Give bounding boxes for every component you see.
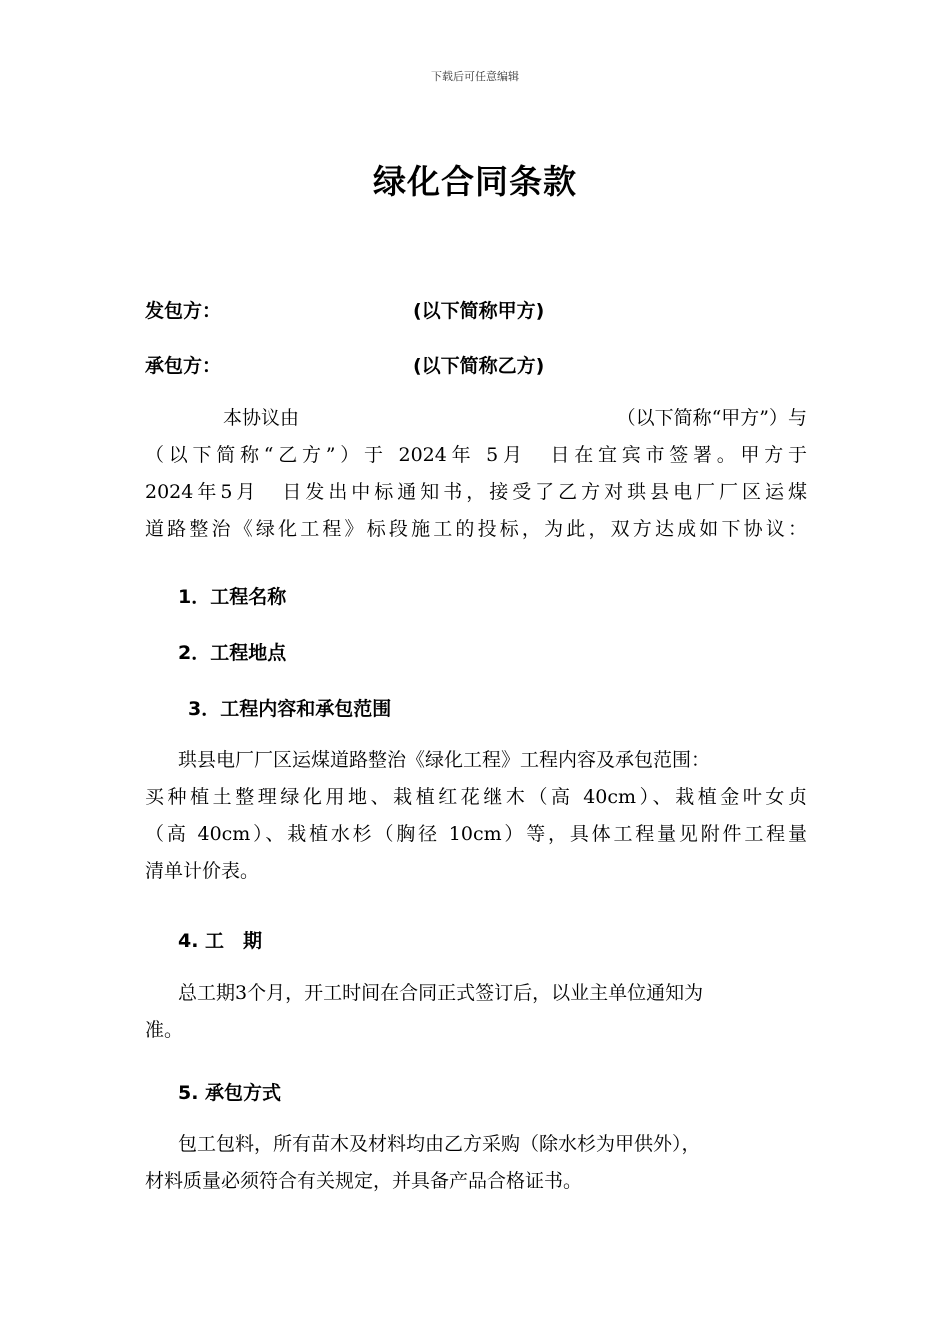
section-heading-1: 1．工程名称	[178, 586, 287, 608]
section-heading-4: 4. 工 期	[178, 930, 263, 952]
section-heading-2: 2．工程地点	[178, 642, 287, 664]
section-3-line: 买种植土整理绿化用地、栽植红花继木（高 40cm）、栽植金叶女贞	[145, 786, 807, 808]
party-contractor	[145, 351, 545, 378]
intro-line1-start: 本协议由	[223, 407, 300, 429]
section-heading-5: 5. 承包方式	[178, 1082, 282, 1104]
intro-line3: 2024年5月 日发出中标通知书，接受了乙方对珙县电厂厂区运煤	[145, 481, 807, 503]
party-employer-note: (以下简称甲方)	[413, 300, 545, 322]
header-note: 下载后可任意编辑	[431, 70, 519, 83]
section-4-line: 总工期3个月，开工时间在合同正式签订后，以业主单位通知为	[178, 982, 704, 1004]
section-4-paragraph	[145, 975, 807, 1049]
party-contractor-note: (以下简称乙方)	[413, 355, 545, 377]
intro-paragraph	[145, 400, 807, 548]
section-heading-3: 3．工程内容和承包范围	[188, 698, 392, 720]
section-3-line: （高 40cm）、栽植水杉（胸径 10cm）等，具体工程量见附件工程量	[145, 823, 807, 845]
intro-line1-end: （以下简称“甲方”）与	[616, 407, 807, 429]
document-title: 绿化合同条款	[373, 162, 577, 201]
section-5-line: 材料质量必须符合有关规定，并具备产品合格证书。	[145, 1170, 583, 1192]
section-3-line: 珙县电厂厂区运煤道路整治《绿化工程》工程内容及承包范围：	[178, 749, 711, 771]
section-5-paragraph	[145, 1126, 807, 1200]
section-4-line: 准。	[145, 1019, 184, 1041]
intro-line2: （以下简称“乙方”）于 2024年 5月 日在宜宾市签署。甲方于	[145, 444, 807, 466]
section-5-line: 包工包料，所有苗木及材料均由乙方采购（除水杉为甲供外），	[178, 1133, 701, 1155]
section-3-line: 清单计价表。	[145, 860, 260, 882]
intro-line4: 道路整治《绿化工程》标段施工的投标，为此，双方达成如下协议：	[145, 518, 807, 540]
party-contractor-label: 承包方：	[145, 355, 222, 377]
party-employer	[145, 296, 545, 323]
section-3-paragraph	[145, 742, 807, 890]
party-employer-label: 发包方：	[145, 300, 222, 322]
